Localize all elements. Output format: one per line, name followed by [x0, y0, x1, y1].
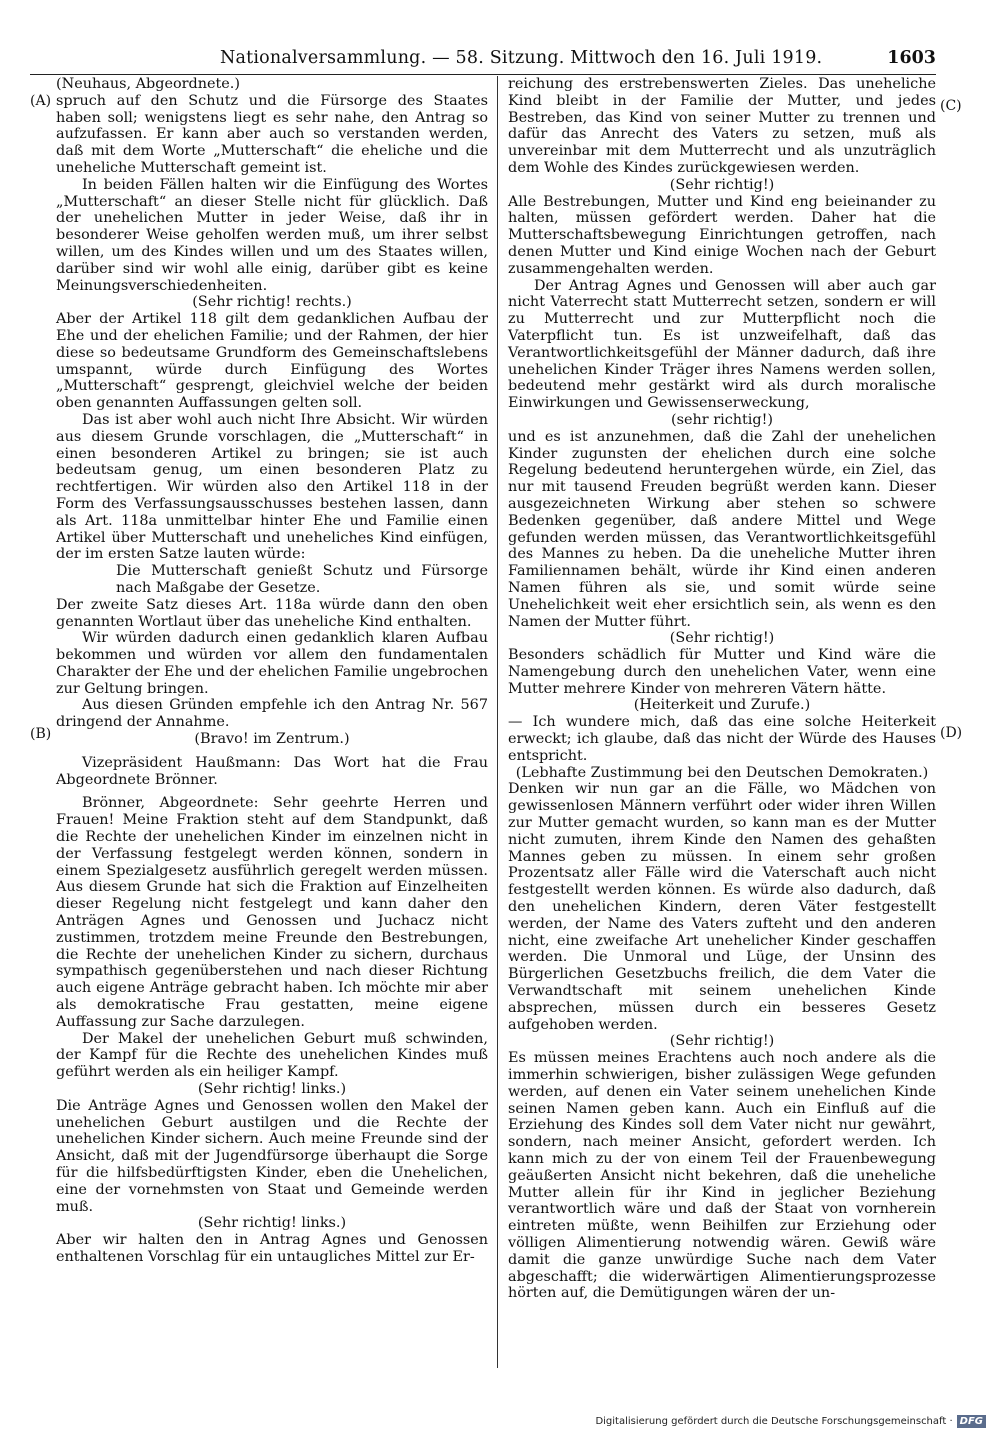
paragraph: Der Makel der unehelichen Geburt muß schwinden, der Kampf für die Rechte des unehelichen Kindes muß geführt werden als ein heiliger Kampf. [56, 1030, 488, 1081]
paragraph: Wir würden dadurch einen gedanklich klaren Aufbau bekommen und würden vor allem den fundamentalen Charakter der Ehe und der ehelichen Familie ungebrochen zur Geltung bringen. [56, 630, 488, 697]
paragraph: — Ich wundere mich, daß das eine solche Heiterkeit erweckt; ich glaube, daß das nicht der Würde des Hauses entspricht. [508, 714, 936, 764]
paragraph: Der zweite Satz dieses Art. 118a würde dann den oben genannten Wortlaut über das uneheliche Kind enthalten. [56, 596, 488, 630]
margin-label-b: (B) [30, 726, 52, 742]
page-number: 1603 [887, 48, 936, 68]
paragraph: Alle Bestrebungen, Mutter und Kind eng beieinander zu halten, müssen gefördert werden. Daher hat die Mutterschaftsbewegung Einrichtungen getroffen, nach denen Mutter und Kind einige Wochen nach der Geburt zusammengehalten werden. [508, 193, 936, 277]
speaker-tag: (Neuhaus, Abgeordnete.) [56, 76, 241, 92]
running-head: Nationalversammlung. — 58. Sitzung. Mittwoch den 16. Juli 1919. [220, 48, 823, 68]
paragraph: Aber wir halten den in Antrag Agnes und Genossen enthaltenen Vorschlag für ein untaugliches Mittel zur Er- [56, 1232, 488, 1265]
right-column [508, 76, 936, 1302]
interjection: (Bravo! im Zentrum.) [194, 731, 350, 748]
interjection: (Sehr richtig!) [669, 1033, 775, 1050]
margin-label-c: (C) [940, 98, 962, 114]
paragraph: Brönner, Abgeordnete: Sehr geehrte Herren und Frauen! Meine Fraktion steht auf dem Standpunkt, daß die Rechte der unehelichen Kinder im einzelnen nicht in der Verfassung festgelegt werden können, sondern in einem Spezialgesetz ausführlich geregelt werden müssen. Aus diesem Grunde hat sich die Fraktion auf Einzelheiten dieser Regelung nicht festgelegt und kann daher den Anträgen Agnes und Genossen und Juchacz nicht zustimmen, trotzdem meine Freunde den Bestrebungen, die Rechte der unehelichen Kinder zu sichern, durchaus sympathisch gegenüberstehen und nach dieser Richtung auch eigene Anträge gebracht haben. Ich möchte mir aber als demokratische Frau gestatten, meine eigene Auffassung zur Sache darzulegen. [56, 795, 488, 1030]
paragraph: reichung des erstrebenswerten Zieles. Das uneheliche Kind bleibt in der Familie der Mutter, und jedes Bestreben, das Kind von seiner Mutter zu trennen und dafür das Anrecht des Vaters zu setzen, muß als unvereinbar mit dem Mutterrecht und als unzuträglich dem Wohle des Kindes zurückgewiesen werden. [508, 76, 936, 176]
paragraph: Aus diesen Gründen empfehle ich den Antrag Nr. 567 dringend der Annahme. [56, 697, 488, 731]
paragraph: spruch auf den Schutz und die Fürsorge des Staates haben soll; wenigstens liegt es sehr nahe, den Antrag so aufzufassen. Er kann aber auch so verstanden werden, daß mit dem Worte „Mutterschaft“ die eheliche und die uneheliche Mutterschaft gemeint ist. [56, 92, 488, 176]
paragraph: und es ist anzunehmen, daß die Zahl der unehelichen Kinder zugunsten der ehelichen durch eine solche Regelung bedeutend heruntergehen würde, ein Ziel, das nur mit tausend Freuden begrüßt werden kann. Dieser ausgezeichneten Wirkung aber stehen so schwere Bedenken gegenüber, daß andere Mittel und Wege gefunden werden müssen, das Verantwortlichkeitsgefühl des Mannes zu heben. Da die uneheliche Mutter ihren Familiennamen behält, würde ihr Kind einen anderen Namen führen als sie, und somit würde seine Unehelichkeit weit eher ersichtlich sein, als wenn es den Namen der Mutter führt. [508, 428, 936, 630]
paragraph: Das ist aber wohl auch nicht Ihre Absicht. Wir würden aus diesem Grunde vorschlagen, die „Mutterschaft“ in einen besonderen Artikel zu bringen; sie ist auch bedeutsam genug, um einen besonderen Platz zu rechtfertigen. Wir würden also den Artikel 118 in der Form des Verfassungsausschusses bestehen lassen, dann als Art. 118a unmittelbar hinter Ehe und Familie einen Artikel über Mutterschaft und uneheliches Kind einfügen, der im ersten Satze lauten würde: [56, 411, 488, 563]
interjection: (sehr richtig!) [670, 411, 774, 428]
interjection: (Sehr richtig!) [669, 176, 775, 193]
column-divider [497, 76, 498, 1368]
paragraph: In beiden Fällen halten wir die Einfügung des Wortes „Mutterschaft“ an dieser Stelle nicht für glücklich. Daß der unehelichen Mutter in jeder Weise, daß ihr in besonderer Weise geholfen werden muß, um ihrer selbst willen, um des Kindes willen und um des Staates willen, darüber sind wir wohl alle einig, darüber gibt es keine Meinungsverschiedenheiten. [56, 176, 488, 294]
digitization-credit [595, 1415, 986, 1428]
paragraph: Besonders schädlich für Mutter und Kind wäre die Namengebung durch den unehelichen Vater, wenn eine Mutter mehrere Kinder von mehreren Vätern hätte. [508, 647, 936, 697]
interjection: (Sehr richtig! rechts.) [192, 294, 352, 311]
interjection: (Sehr richtig!) [669, 630, 775, 647]
paragraph: Die Anträge Agnes und Genossen wollen den Makel der unehelichen Geburt austilgen und die Rechte der unehelichen Kinder sichern. Auch meine Freunde sind der Ansicht, daß mit der Jugendfürsorge überhaupt die Sorge für die hilfsbedürftigsten Kinder, eben die Unehelichen, eine der vornehmsten von Staat und Gemeinde werden muß. [56, 1097, 488, 1215]
page-header [30, 46, 936, 75]
interjection: (Lebhafte Zustimmung bei den Deutschen Demokraten.) [515, 764, 929, 781]
paragraph: Der Antrag Agnes und Genossen will aber auch gar nicht Vaterrecht statt Mutterrecht setzen, sondern er will zu Mutterrecht und zur Mutterpflicht noch die Vaterpflicht tun. Es ist unzweifelhaft, daß das Verantwortlichkeitsgefühl der Männer dadurch, daß ihre unehelichen Kinder Träger ihres Namens werden sollen, bedeutend mehr gestärkt wird als durch moralische Einwirkungen und Gewissenserweckung, [508, 277, 936, 412]
left-column [56, 76, 488, 1266]
dfg-logo: DFG [957, 1415, 986, 1428]
paragraph: Vizepräsident Haußmann: Das Wort hat die Frau Abgeordnete Brönner. [56, 754, 488, 788]
paragraph: Denken wir nun gar an die Fälle, wo Mädchen von gewissenlosen Männern verführt oder wider ihren Willen zur Mutter gemacht wurden, so kann man es der Mutter nicht zumuten, ihrem Kinde den Namen des gehaßten Mannes geben zu müssen. In einem sehr großen Prozentsatz aller Fälle wird die Vaterschaft auch nicht festgestellt werden können. Es würde also dadurch, daß den unehelichen Kindern, deren Väter festgestellt werden, der Name des Vaters zufteht und den anderen nicht, eine zweifache Art unehelicher Kinder geschaffen werden. Die Unmoral und Lüge, der Unsinn des Bürgerlichen Gesetzbuchs freilich, die dem Vater die Verwandtschaft mit seinem unehelichen Kinde absprechen, müssen durch ein besseres Gesetz aufgehoben werden. [508, 781, 936, 1033]
margin-label-a: (A) [30, 93, 52, 109]
interjection: (Heiterkeit und Zurufe.) [633, 697, 811, 714]
paragraph: Aber der Artikel 118 gilt dem gedanklichen Aufbau der Ehe und der ehelichen Familie; und der Rahmen, der hier diese so bedeutsame Grundform des Gemeinschaftslebens umspannt, würde durch Einfügung des Wortes „Mutterschaft“ gesprengt, gleichviel welche der beiden oben genannten Auffassungen gelten soll. [56, 311, 488, 412]
interjection: (Sehr richtig! links.) [197, 1215, 347, 1232]
credit-text: Digitalisierung gefördert durch die Deutsche Forschungsgemeinschaft · [595, 1416, 953, 1427]
paragraph: Es müssen meines Erachtens auch noch andere als die immerhin schwierigen, bisher zulässigen Wege gefunden werden, auf denen ein Vater seinem unehelichen Kinde seinen Namen geben kann. Auch ein Einfluß auf die Erziehung des Kindes soll dem Vater nicht nur gewährt, sondern, nach meiner Ansicht, gefordert werden. Ich kann mich zu der von einem Teil der Frauenbewegung geäußerten Ansicht nicht bekehren, daß die uneheliche Mutter allein für ihr Kind in jeglicher Beziehung verantwortlich wäre und daß der Staat von vornherein eintreten müßte, wenn Beihilfen zur Erziehung oder völligen Alimentierung notwendig wären. Gewiß wäre damit die ganze unwürdige Suche nach dem Vater abgeschafft; die widerwärtigen Alimentierungsprozesse hörten auf, die Demütigungen wären der un- [508, 1050, 936, 1302]
quoted-text: Die Mutterschaft genießt Schutz und Fürsorge nach Maßgabe der Gesetze. [116, 563, 488, 596]
interjection: (Sehr richtig! links.) [197, 1081, 347, 1098]
margin-label-d: (D) [940, 725, 963, 741]
